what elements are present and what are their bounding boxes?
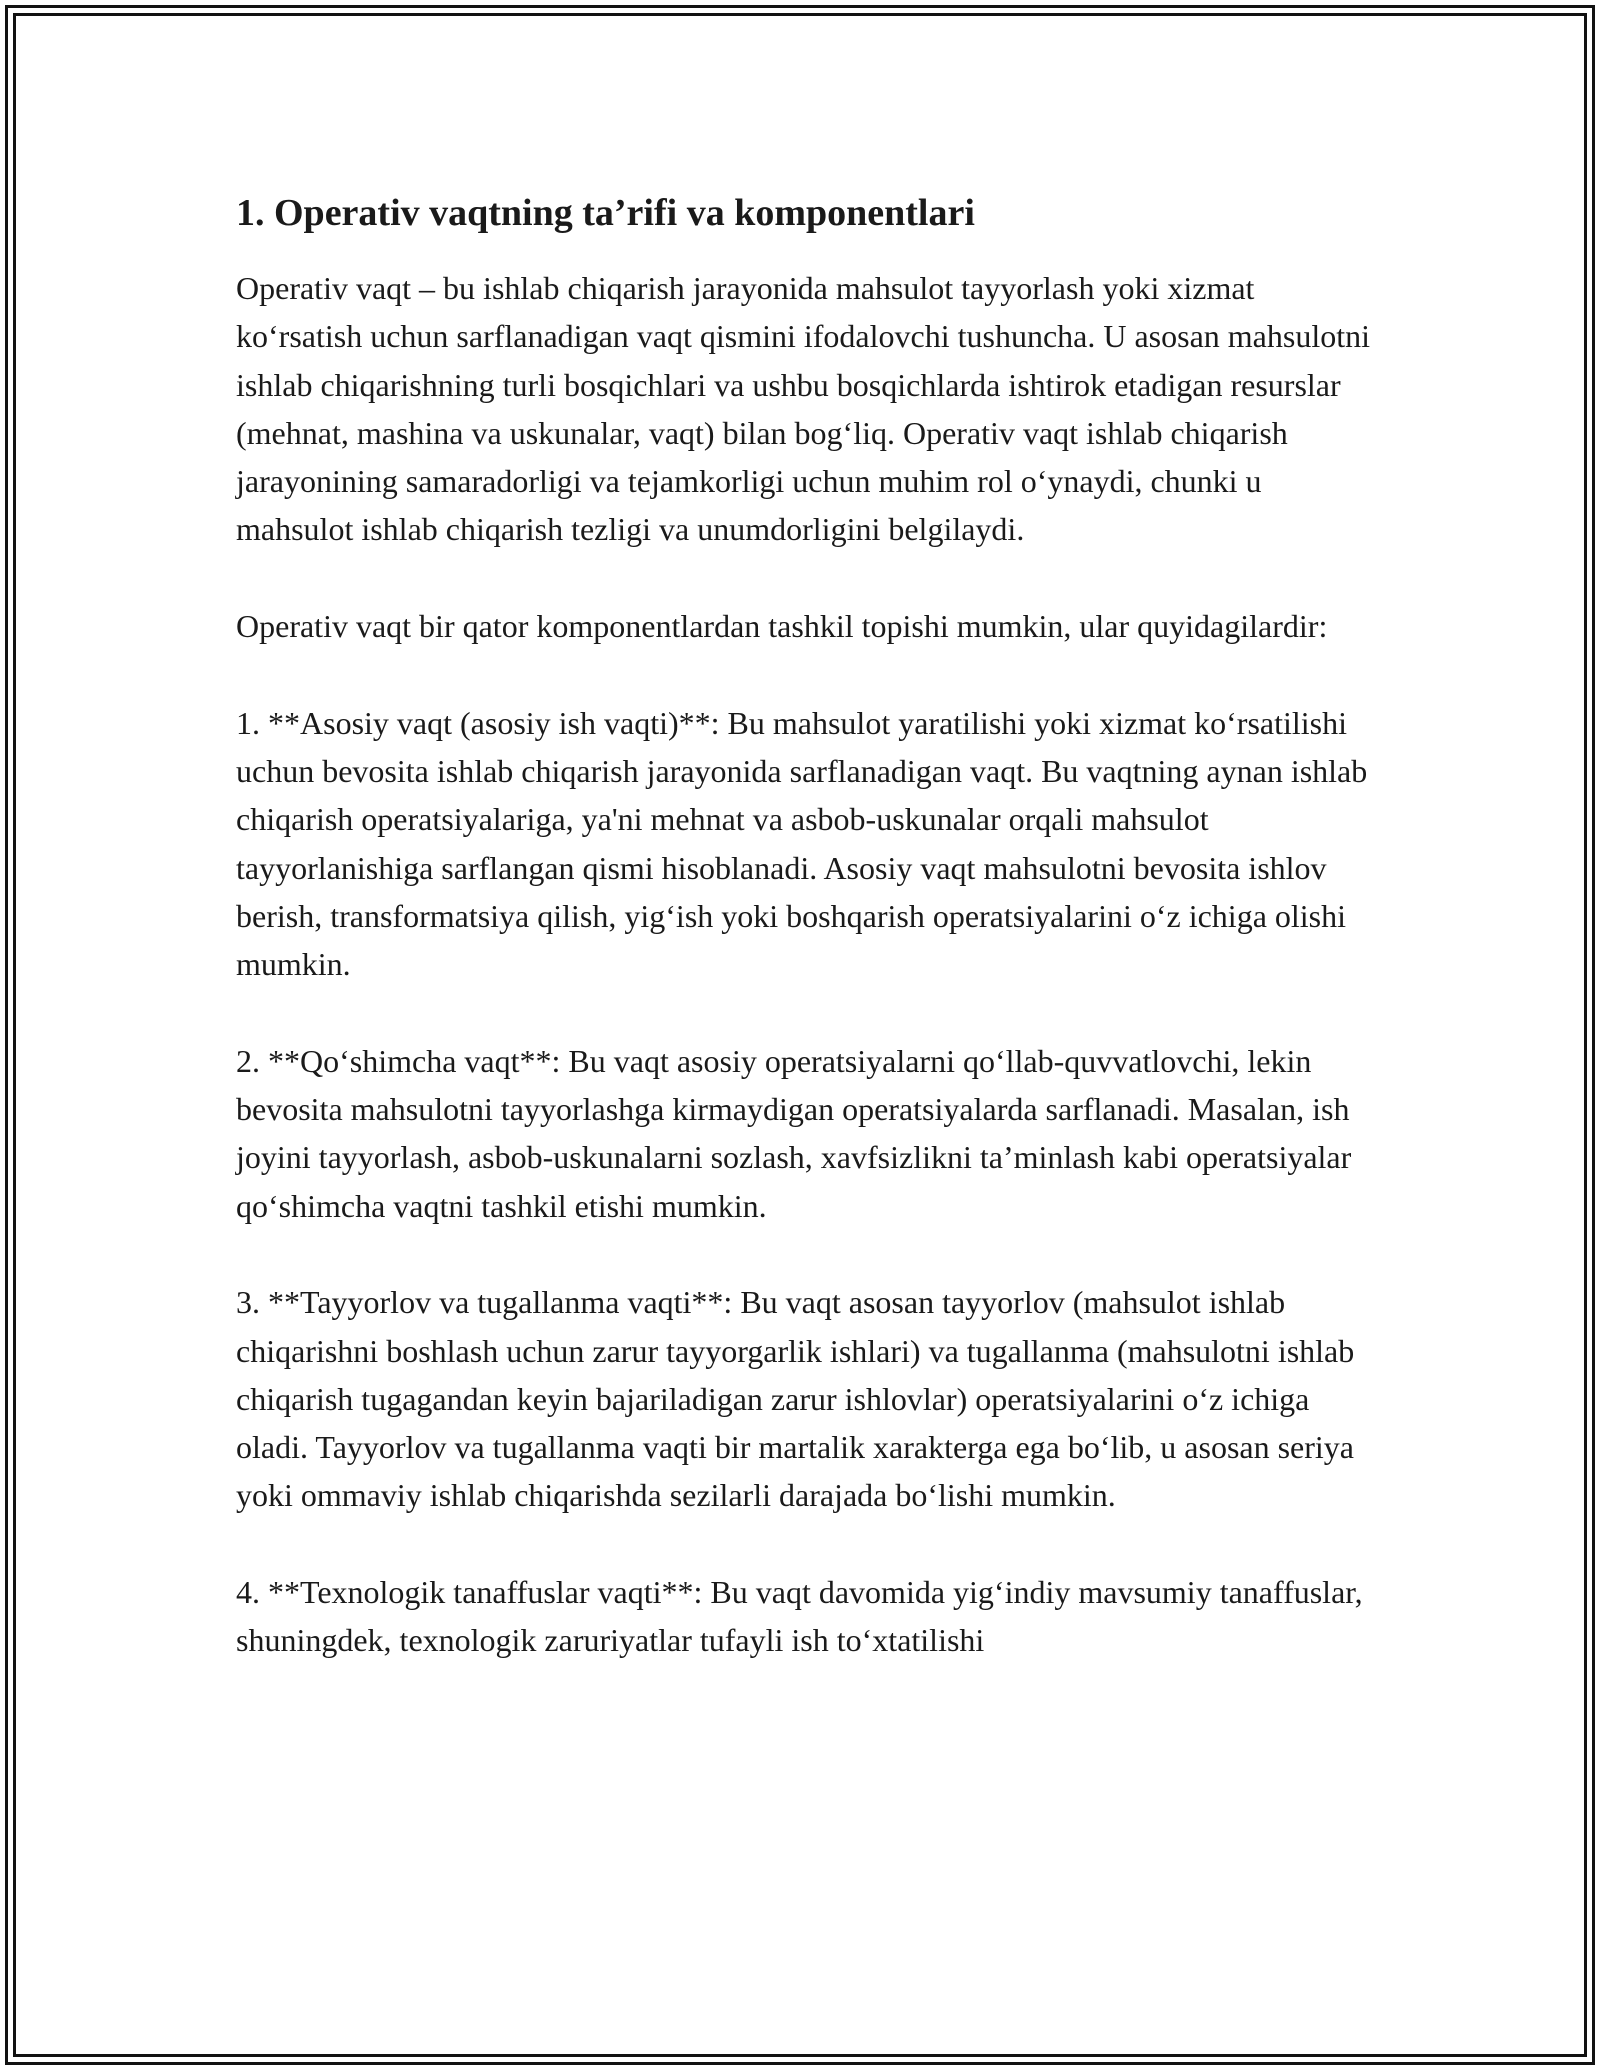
paragraph-gap xyxy=(236,650,1376,698)
section-heading: 1. Operativ vaqtning ta’rifi va komponentlari xyxy=(236,192,975,234)
paragraph-components-intro: Operativ vaqt bir qator komponentlardan tashkil topishi mumkin, ular quyidagilardir: xyxy=(236,608,1328,645)
list-item-auxiliary-time: 2. **Qo‘shimcha vaqt**: Bu vaqt asosiy operatsiyalarni qo‘llab-quvvatlovchi, lekin bevosita mahsulotni tayyorlashga kirmaydigan operatsiyalarda sarflanadi. Masalan, ish joyini tayyorlash, asbob-uskunalarni sozlash, xavfsizlikni ta’minlash kabi operatsiyalar qo‘shimcha vaqtni tashkil etishi mumkin. xyxy=(236,1042,1352,1224)
paragraph-gap xyxy=(236,988,1376,1036)
list-item-preparation-time: 3. **Tayyorlov va tugallanma vaqti**: Bu vaqt asosan tayyorlov (mahsulot ishlab chiqarishni boshlash uchun zarur tayyorgarlik ishlari) va tugallanma (mahsulotni ishlab chiqarish tugagandan keyin bajariladigan zarur ishlovlar) operatsiyalarini o‘z ichiga oladi. Tayyorlov va tugallanma vaqti bir martalik xarakterga ega bo‘lib, u asosan seriya yoki ommaviy ishlab chiqarishda sezilarli darajada bo‘lishi mumkin. xyxy=(236,1284,1355,1514)
paragraph-gap xyxy=(236,1230,1376,1278)
paragraph-gap xyxy=(236,1520,1376,1568)
paragraph-definition: Operativ vaqt – bu ishlab chiqarish jarayonida mahsulot tayyorlash yoki xizmat ko‘rsatish uchun sarflanadigan vaqt qismini ifodalovchi tushuncha. U asosan mahsulotni ishlab chiqarishning turli bosqichlari va ushbu bosqichlarda ishtirok etadigan resurslar (mehnat, mashina va uskunalar, vaqt) bilan bog‘liq. Operativ vaqt ishlab chiqarish jarayonining samaradorligi va tejamkorligi uchun muhim rol o‘ynaydi, chunki u mahsulot ishlab chiqarish tezligi va unumdorligini belgilaydi. xyxy=(236,270,1370,548)
paragraph-gap xyxy=(236,554,1376,602)
list-item-main-time: 1. **Asosiy vaqt (asosiy ish vaqti)**: Bu mahsulot yaratilishi yoki xizmat ko‘rsatilishi uchun bevosita ishlab chiqarish jarayonida sarflanadigan vaqt. Bu vaqtning aynan ishlab chiqarish operatsiyalariga, ya'ni mehnat va asbob-uskunalar orqali mahsulot tayyorlanishiga sarflangan qismi hisoblanadi. Asosiy vaqt mahsulotni bevosita ishlov berish, transformatsiya qilish, yig‘ish yoki boshqarish operatsiyalarini o‘z ichiga olishi mumkin. xyxy=(236,704,1368,983)
document-body xyxy=(236,184,1376,1665)
list-item-technological-breaks: 4. **Texnologik tanaffuslar vaqti**: Bu vaqt davomida yig‘indiy mavsumiy tanaffuslar, shuningdek, texnologik zaruriyatlar tufayli ish to‘xtatilishi xyxy=(236,1574,1363,1659)
